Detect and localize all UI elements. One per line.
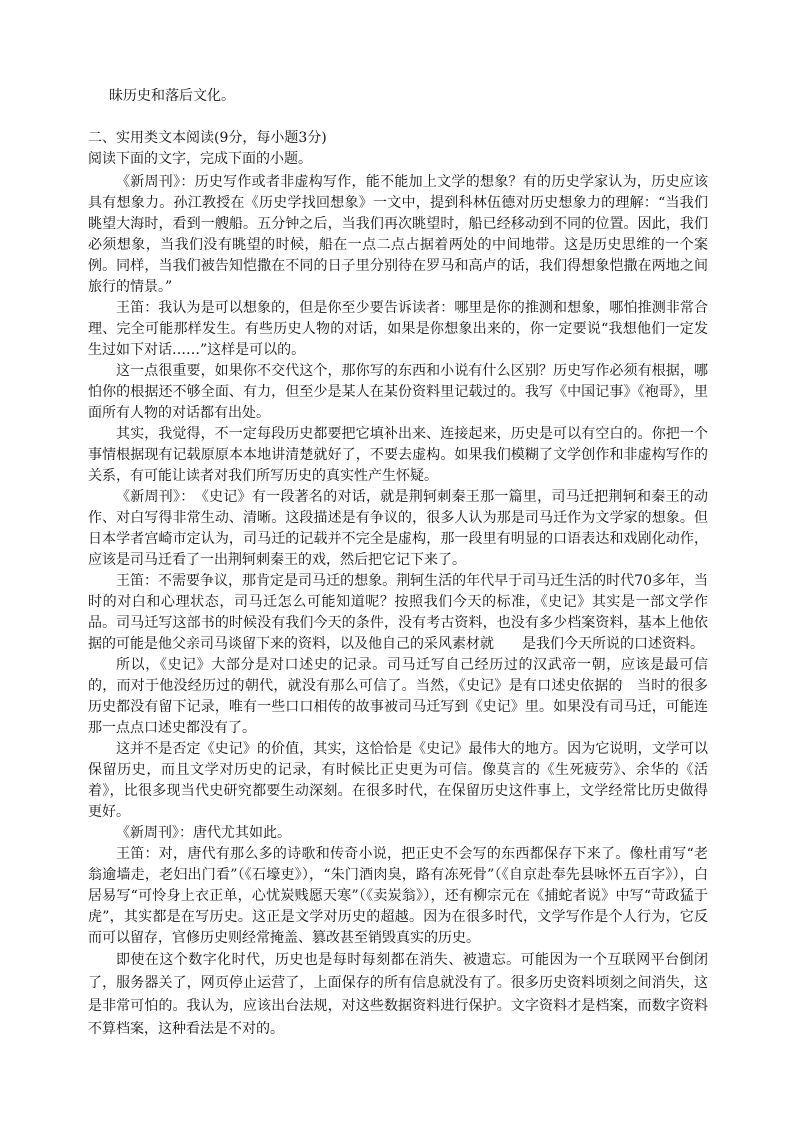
paragraph-11: 即使在这个数字化时代，历史也是每时每刻都在消失、被遗忘。可能因为一个互联网平台倒闭了，服务器关了，网页停止运营了，上面保存的所有信息就没有了。很多历史资料顷刻之间消失，这是非常可怕的。我认为，应该出台法规，对这些数据资料进行保护。文字资料才是档案，而数字资料不算档案，这种看法是不对的。 [88,952,708,1037]
instruction-line: 阅读下面的文字，完成下面的小题。 [88,151,312,167]
paragraph-7: 所以，《史记》大部分是对口述史的记录。司马迁写自己经历过的汉武帝一朝，应该是最可信的，而对于他没经历过的朝代，就没有那么可信了。当然，《史记》是有口述史依据的 当时的很多历史都没有留下记录，唯有一些口口相传的故事被司马迁写到《史记》里。如果没有司马迁，可能连那一点点口述史都没有了。 [88,657,708,736]
paragraph-3: 这一点很重要，如果你不交代这个，那你写的东西和小说有什么区别？历史写作必须有根据，哪怕你的根据还不够全面、有力，但至少是某人在某份资料里记载过的。我写《中国记事》《袍哥》，里面所有人物的对话都有出处。 [88,363,708,421]
paragraph-8: 这并不是否定《史记》的价值，其实，这恰恰是《史记》最伟大的地方。因为它说明，文学可以保留历史，而且文学对历史的记录，有时候比正史更为可信。像莫言的《生死疲劳》、余华的《活着》，比很多现当代史研究都要生动深刻。在很多时代，在保留历史这件事上，文学经常比历史做得更好。 [88,741,708,820]
document-page [88,86,708,1041]
paragraph-10: 王笛：对，唐代有那么多的诗歌和传奇小说，把正史不会写的东西都保存下来了。像杜甫写“老翁逾墙走，老妇出门看”（《石壕吏》），“朱门酒肉臭，路有冻死骨”（《自京赴奉先县咏怀五百字》），白居易写“可怜身上衣正单，心忧炭贱愿天寒”（《卖炭翁》），还有柳宗元在《捕蛇者说》中写“苛政猛于虎”，其实都是在写历史。这正是文学对历史的超越。因为在很多时代，文学写作是个人行为，它反而可以留存，官修历史则经常掩盖、篡改甚至销毁真实的历史。 [88,846,708,946]
paragraph-5: 《新周刊》： 《史记》有一段著名的对话，就是荆轲刺秦王那一篇里，司马迁把荆轲和秦王的动作、对白写得非常生动、清晰。这段描述是有争议的，很多人认为那是司马迁作为文学家的想象。但日本学者宫崎市定认为，司马迁的记载并不完全是虚构，那一段里有明显的口语表达和戏剧化动作，应该是司马迁看了一出荆轲刺秦王的戏，然后把它记下来了。 [88,489,708,568]
section-title: 二、实用类文本阅读(9分，每小题3分) [88,130,327,146]
paragraph-2: 王笛：我认为是可以想象的，但是你至少要告诉读者：哪里是你的推测和想象，哪怕推测非常合理、完全可能那样发生。有些历史人物的对话，如果是你想象出来的，你一定要说“我想他们一定发生过如下对话……”这样是可以的。 [88,300,708,358]
paragraph-9: 《新周刊》：唐代尤其如此。 [116,825,291,841]
carryover-line: 昧历史和落后文化。 [109,88,235,104]
paragraph-4: 其实，我觉得，不一定每段历史都要把它填补出来、连接起来，历史是可以有空白的。你把一个事情根据现有记载原原本本地讲清楚就好了，不要去虚构。如果我们模糊了文学创作和非虚构写作的关系，有可能让读者对我们所写历史的真实性产生怀疑。 [88,426,708,484]
paragraph-1: 《新周刊》：历史写作或者非虚构写作，能不能加上文学的想象？有的历史学家认为，历史应该具有想象力。孙江教授在《历史学找回想象》一文中，提到科林伍德对历史想象力的理解：“当我们眺望大海时，看到一艘船。五分钟之后，当我们再次眺望时，船已经移动到不同的位置。因此，我们必须想象，当我们没有眺望的时候，船在一点二点占据着两处的中间地带。这是历史思维的一个案例。同样，当我们被告知恺撒在不同的日子里分别待在罗马和高卢的话，我们得想象恺撒在两地之间旅行的情景。” [88,174,708,295]
paragraph-6: 王笛：不需要争议，那肯定是司马迁的想象。荆轲生活的年代早于司马迁生活的时代70多年，当时的对白和心理状态，司马迁怎么可能知道呢？按照我们今天的标准，《史记》其实是一部文学作品。司马迁写这部书的时候没有我们今天的条件，没有考古资料，也没有多少档案资料，基本上他依据的可能是他父亲司马谈留下来的资料，以及他自己的采风素材就 是我们今天所说的口述资料。 [88,573,708,652]
